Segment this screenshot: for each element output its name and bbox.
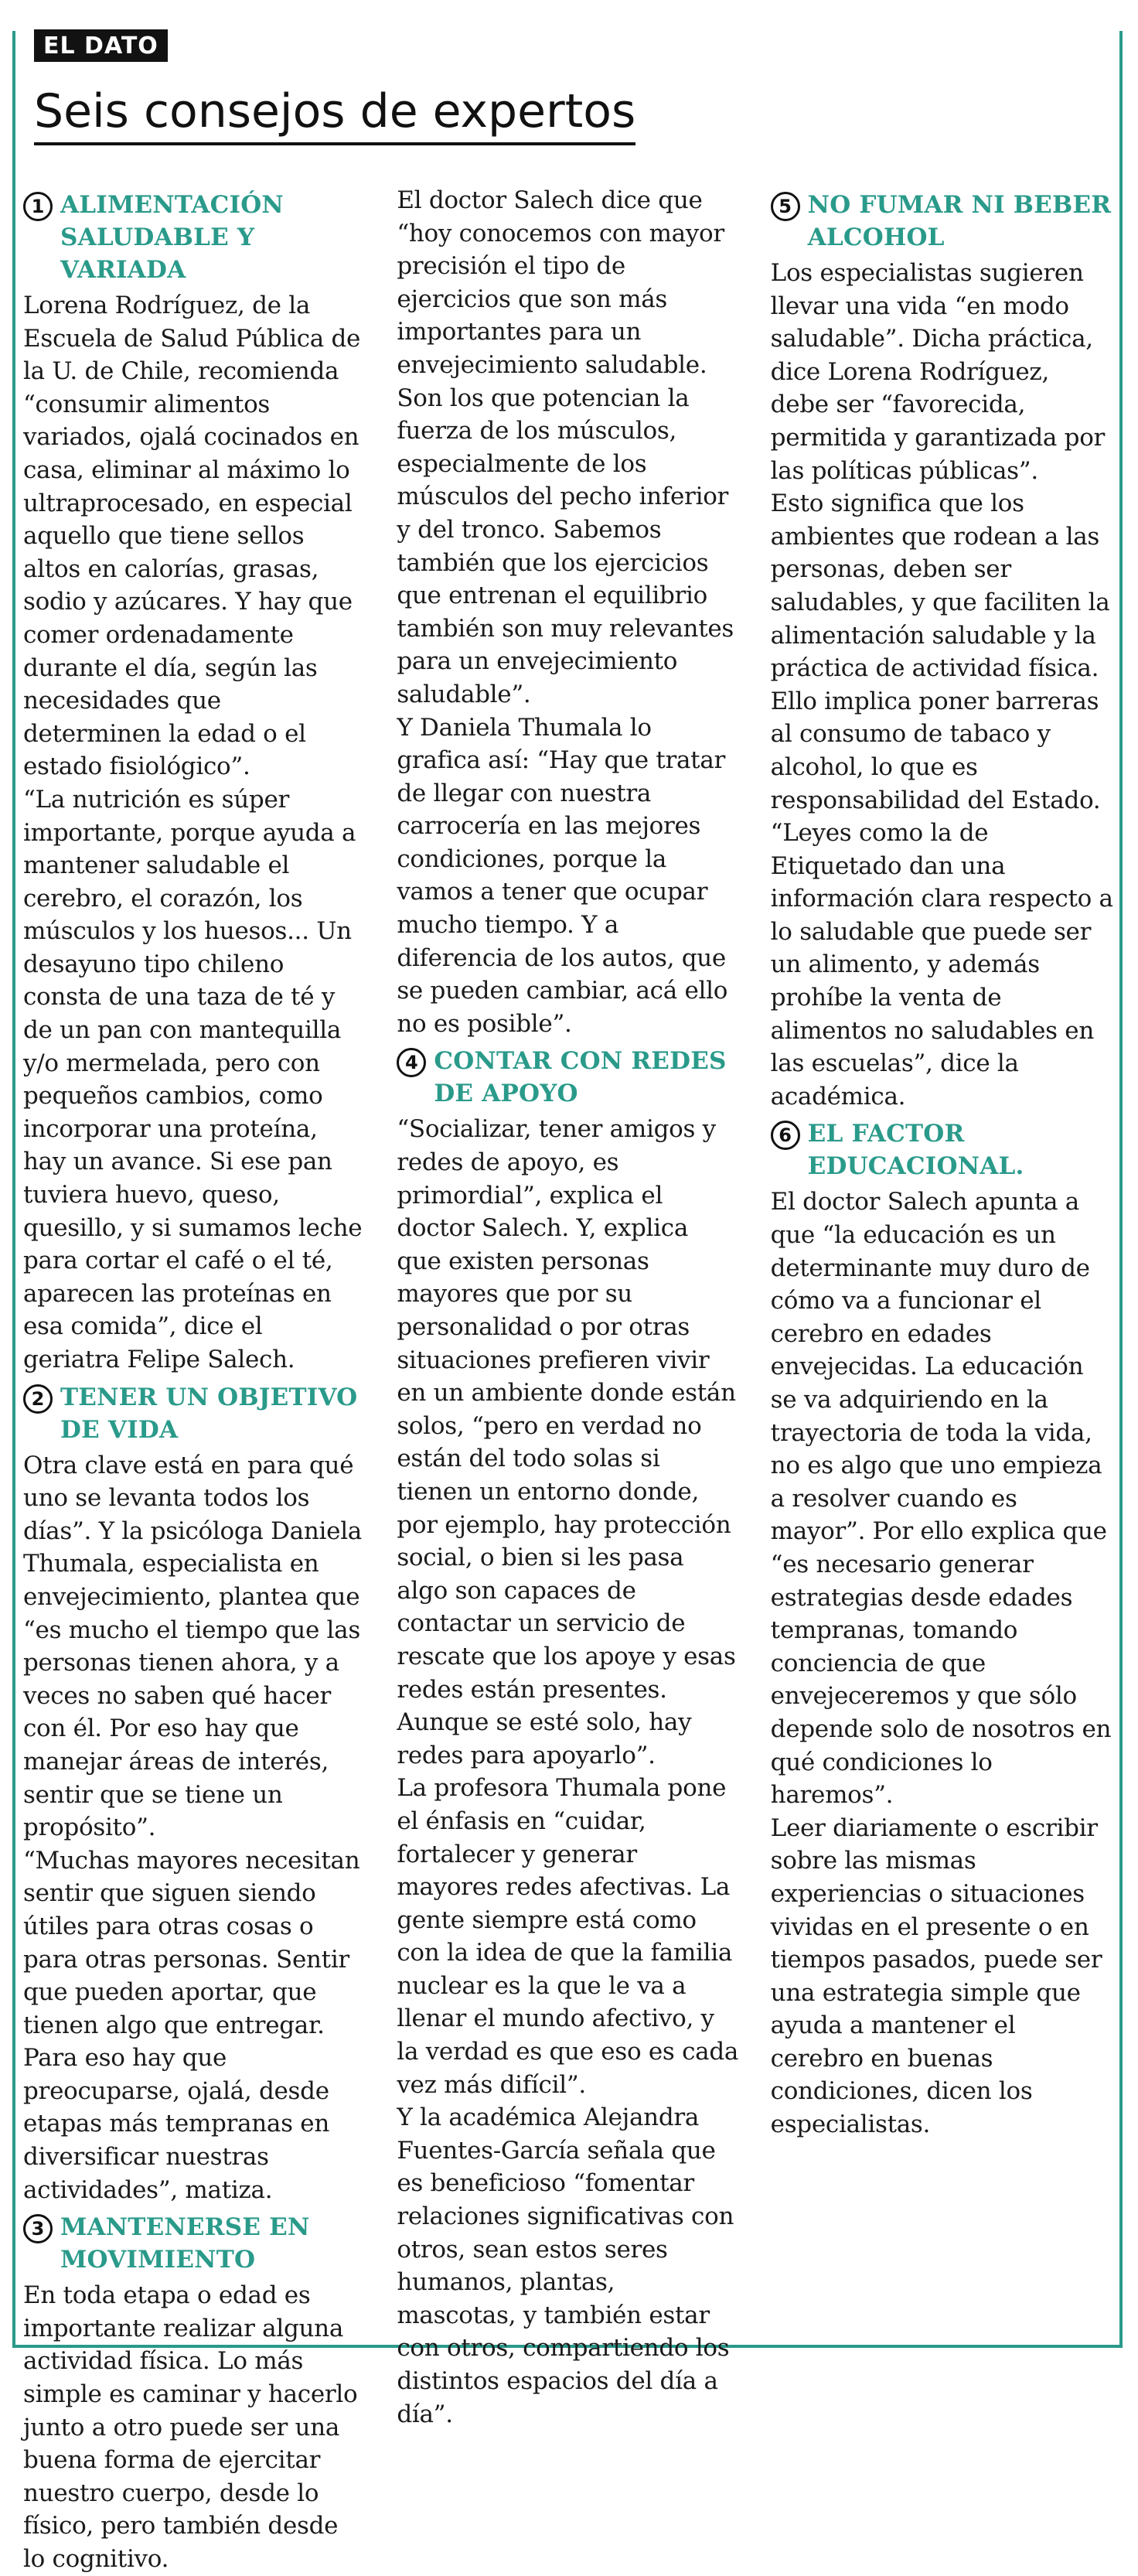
paragraph: Esto significa que los ambientes que rodean a las personas, deben ser saludables, y que faciliten la alimentación saludable y la práctica de actividad física. Ello implica poner barreras al consumo de tabaco y alcohol, lo que es responsabilidad del Estado.	[770, 490, 1110, 814]
paragraph: Lorena Rodríguez, de la Escuela de Salud Pública de la U. de Chile, recomienda “consumir alimentos variados, ojalá cocinados en casa, eliminar al máximo lo ultraprocesado, en especial aquello que tiene sellos altos en calorías, grasas, sodio y azúcares. Y hay que comer ordenadamente durante el día, según las necesidades que determinen la edad o el estado fisiológico”.	[23, 292, 361, 781]
paragraph: Otra clave está en para qué uno se levanta todos los días”. Y la psicóloga Daniela Thumala, especialista en envejecimiento, plantea que “es mucho el tiempo que las personas tienen ahora, y a veces no saben qué hacer con él. Por eso hay que manejar áreas de interés, sentir que se tiene un propósito”.	[23, 1451, 362, 1842]
paragraph: “Socializar, tener amigos y redes de apoyo, es primordial”, explica el doctor Salech. Y, explica que existen personas mayores que por su personalidad o por otras situaciones prefieren vivir en un ambiente donde están solos, “pero en verdad no están del todo solas si tienen un entorno donde, por ejemplo, hay protección social, o bien si les pasa algo son capaces de contactar un servicio de rescate que los apoye y esas redes están presentes. Aunque se esté solo, hay redes para apoyarlo”.	[397, 1115, 736, 1769]
section-4	[397, 1045, 739, 2431]
paragraph: “La nutrición es súper importante, porque ayuda a mantener saludable el cerebro, el corazón, los músculos y los huesos... Un desayuno tipo chileno consta de una taza de té y de un pan con mantequilla y/o mermelada, pero con pequeños cambios, como incorporar una proteína, hay un avance. Si ese pan tuviera huevo, queso, quesillo, y si sumamos leche para cortar el café o el té, aparecen las proteínas en esa comida”, dice el geriatra Felipe Salech.	[23, 785, 363, 1373]
paragraph: Leer diariamente o escribir sobre las mismas experiencias o situaciones vividas en el presente o en tiempos pasados, puede ser una estrategia simple que ayuda a mantener el cerebro en buenas condiciones, dicen los especialistas.	[770, 1813, 1102, 2139]
section-heading	[23, 2211, 366, 2276]
paragraph: El doctor Salech dice que “hoy conocemos con mayor precisión el tipo de ejercicios que son más importantes para un envejecimiento saludable. Son los que potencian la fuerza de los músculos, especialmente de los músculos del pecho inferior y del tronco. Sabemos también que los ejercicios que entrenan el equilibrio también son muy relevantes para un envejecimiento saludable”.	[397, 186, 734, 708]
section-number-badge: 2	[23, 1384, 53, 1414]
section-title: TENER UN OBJETIVO DE VIDA	[60, 1383, 358, 1444]
section-1	[23, 189, 366, 1377]
paragraph: El doctor Salech apunta a que “la educación es un determinante muy duro de cómo va a funcionar el cerebro en edades envejecidas. La educación se va adquiriendo en la trayectoria de toda la vida, no es algo que uno empieza a resolver cuando es mayor”. Por ello explica que “es necesario generar estrategias desde edades tempranas, tomando conciencia de que envejeceremos y que sólo depende solo de nosotros en qué condiciones lo haremos”.	[770, 1188, 1112, 1810]
article-body	[23, 184, 1113, 2573]
section-2	[23, 1381, 366, 2207]
section-title: MANTENERSE EN MOVIMIENTO	[60, 2213, 310, 2274]
section-heading	[23, 1381, 366, 1446]
section-number-badge: 1	[23, 192, 53, 221]
section-number-badge: 5	[771, 192, 800, 221]
paragraph: Y la académica Alejandra Fuentes-García señala que es beneficioso “fomentar relaciones significativas con otros, sean estos seres humanos, plantas, mascotas, y también estar con otros, compartiendo los distintos espacios del día a día”.	[397, 2103, 734, 2428]
section-heading	[23, 189, 366, 286]
paragraph: Y Daniela Thumala lo grafica así: “Hay que tratar de llegar con nuestra carrocería en las mejores condiciones, porque la vamos a tener que ocupar mucho tiempo. Y a diferencia de los autos, que se pueden cambiar, acá ello no es posible”.	[397, 713, 728, 1038]
section-3	[23, 2211, 366, 2575]
section-number-badge: 6	[771, 1121, 800, 1150]
section-title: ALIMENTACIÓN SALUDABLE Y VARIADA	[60, 191, 284, 284]
column-3	[771, 184, 1113, 2342]
paragraph: “Leyes como la de Etiquetado dan una información clara respecto a lo saludable que puede ser un alimento, y además prohíbe la venta de alimentos no saludables en las escuelas”, dice la académica.	[770, 819, 1113, 1111]
column-1	[23, 184, 366, 2573]
section-5	[771, 189, 1113, 1113]
section-number-badge: 3	[23, 2214, 53, 2243]
paragraph: Los especialistas sugieren llevar una vida “en modo saludable”. Dicha práctica, dice Lorena Rodríguez, debe ser “favorecida, permitida y garantizada por las políticas públicas”.	[770, 259, 1106, 485]
section-heading	[771, 1117, 1113, 1182]
section-title: EL FACTOR EDUCACIONAL.	[807, 1120, 1024, 1181]
section-title: CONTAR CON REDES DE APOYO	[434, 1047, 727, 1108]
paragraph: La profesora Thumala pone el énfasis en “cuidar, fortalecer y generar mayores redes afectivas. La gente siempre está como con la idea de que la familia nuclear es la que le va a llenar el mundo afectivo, y la verdad es que eso es cada vez más difícil”.	[397, 1774, 739, 2099]
column-2	[397, 184, 739, 2428]
section-6	[771, 1117, 1113, 2141]
section-number-badge: 4	[397, 1048, 426, 1077]
kicker-label: EL DATO	[34, 29, 168, 62]
section-heading	[771, 189, 1113, 254]
section-heading	[397, 1045, 739, 1110]
paragraph: En toda etapa o edad es importante realizar alguna actividad física. Lo más simple es caminar y hacerlo junto a otro puede ser una buena forma de ejercitar nuestro cuerpo, desde lo físico, pero también desde lo cognitivo.	[23, 2281, 358, 2573]
article-title: Seis consejos de expertos	[34, 84, 635, 145]
paragraph: “Muchas mayores necesitan sentir que siguen siendo útiles para otras cosas o para otras personas. Sentir que pueden aportar, que tienen algo que entregar. Para eso hay que preocuparse, ojalá, desde etapas más tempranas en diversificar nuestras actividades”, matiza.	[23, 1846, 360, 2204]
section-title: NO FUMAR NI BEBER ALCOHOL	[807, 191, 1112, 251]
